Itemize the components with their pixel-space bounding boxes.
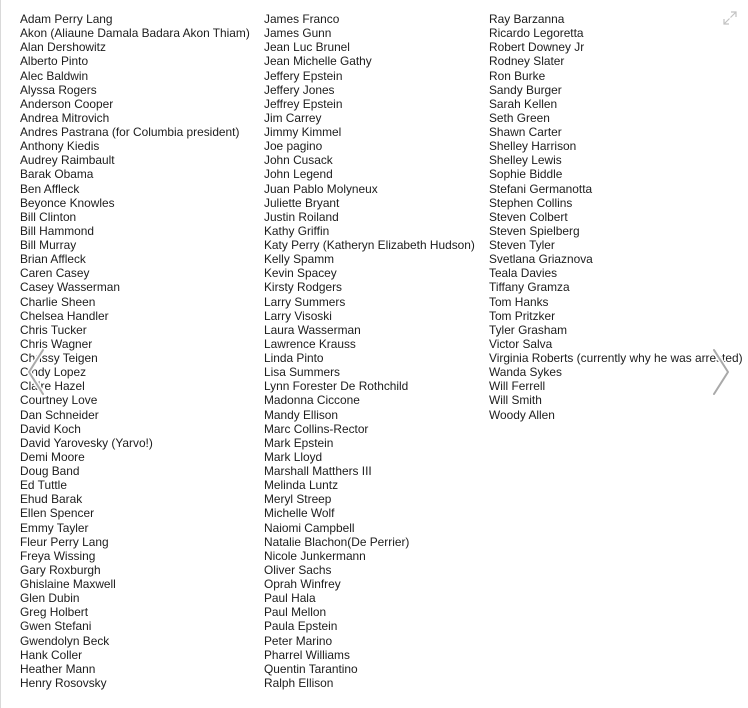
- name-entry: Victor Salva: [489, 336, 553, 351]
- name-entry: Tom Hanks: [489, 294, 549, 309]
- name-entry: Pharrel Williams: [264, 647, 350, 662]
- chevron-left-icon: [23, 346, 49, 398]
- name-entry: Ellen Spencer: [20, 506, 95, 521]
- name-entry: David Koch: [20, 421, 81, 436]
- name-entry: Ben Affleck: [20, 181, 80, 196]
- name-entry: Glen Dubin: [20, 591, 80, 606]
- name-entry: Katy Perry (Katheryn Elizabeth Hudson): [264, 238, 475, 252]
- name-entry: Virginia Roberts (currently why he was arrested): [489, 351, 743, 365]
- name-entry: Paul Mellon: [264, 605, 327, 620]
- name-entry: Will Smith: [489, 393, 542, 408]
- name-entry: Jeffery Epstein: [264, 68, 343, 83]
- name-entry: Linda Pinto: [264, 351, 324, 365]
- name-entry: Tiffany Gramza: [489, 280, 570, 295]
- name-column-1: [20, 12, 250, 690]
- name-entry: Steven Colbert: [489, 209, 568, 224]
- name-entry: James Gunn: [264, 26, 332, 41]
- name-entry: Gary Roxburgh: [20, 562, 101, 577]
- name-entry: Ron Burke: [489, 68, 546, 83]
- name-entry: Henry Rosovsky: [20, 675, 107, 690]
- name-entry: Alyssa Rogers: [20, 82, 97, 97]
- name-entry: Akon (Aliaune Damala Badara Akon Thiam): [20, 26, 250, 41]
- name-entry: Gwendolyn Beck: [20, 633, 110, 648]
- name-entry: Seth Green: [489, 110, 550, 125]
- name-entry: Kathy Griffin: [264, 223, 330, 238]
- name-entry: Barak Obama: [20, 167, 94, 182]
- name-entry: Cindy Lopez: [20, 365, 87, 380]
- name-entry: Wanda Sykes: [489, 365, 562, 380]
- name-entry: Jeffrey Epstein: [264, 96, 343, 111]
- name-entry: Mark Lloyd: [264, 449, 323, 464]
- name-entry: Gwen Stefani: [20, 619, 92, 634]
- name-entry: Lynn Forester De Rothchild: [264, 379, 409, 394]
- name-entry: Adam Perry Lang: [20, 12, 113, 26]
- name-entry: Jean Michelle Gathy: [264, 54, 372, 69]
- name-entry: Will Ferrell: [489, 379, 546, 394]
- name-entry: Mark Epstein: [264, 435, 334, 450]
- name-entry: Paula Epstein: [264, 619, 338, 634]
- name-entry: Casey Wasserman: [20, 280, 120, 295]
- name-entry: Lisa Summers: [264, 365, 340, 380]
- name-column-2: [264, 12, 475, 690]
- name-entry: Jimmy Kimmel: [264, 125, 342, 139]
- name-entry: Paul Hala: [264, 591, 316, 606]
- name-entry: Melinda Luntz: [264, 478, 339, 493]
- name-entry: Mandy Ellison: [264, 407, 339, 422]
- name-entry: Ralph Ellison: [264, 675, 334, 690]
- name-entry: Nicole Junkermann: [264, 548, 366, 563]
- name-entry: Doug Band: [20, 464, 80, 478]
- name-entry: Peter Marino: [264, 633, 333, 648]
- name-entry: Kevin Spacey: [264, 266, 337, 281]
- name-entry: Caren Casey: [20, 266, 90, 281]
- name-entry: Chris Wagner: [20, 336, 93, 351]
- name-entry: Shawn Carter: [489, 125, 562, 139]
- name-entry: Robert Downey Jr: [489, 40, 585, 55]
- name-entry: Larry Summers: [264, 294, 346, 309]
- name-entry: Larry Visoski: [264, 308, 332, 323]
- name-entry: Bill Clinton: [20, 209, 77, 224]
- name-entry: Andrea Mitrovich: [20, 110, 110, 125]
- name-entry: Hank Coller: [20, 647, 83, 662]
- name-entry: Jean Luc Brunel: [264, 40, 350, 55]
- name-entry: Stephen Collins: [489, 195, 573, 210]
- name-entry: Justin Roiland: [264, 209, 339, 224]
- name-entry: Joe pagino: [264, 139, 323, 154]
- name-entry: Emmy Tayler: [20, 520, 89, 535]
- name-entry: Dan Schneider: [20, 407, 99, 422]
- name-entry: Kirsty Rodgers: [264, 280, 342, 295]
- name-entry: James Franco: [264, 12, 340, 26]
- name-entry: Ehud Barak: [20, 492, 83, 507]
- name-entry: Tyler Grasham: [489, 322, 567, 337]
- name-entry: Teala Davies: [489, 266, 558, 281]
- name-column-3: [489, 12, 743, 422]
- name-entry: Sophie Biddle: [489, 167, 563, 182]
- name-entry: Oprah Winfrey: [264, 577, 341, 591]
- name-entry: Natalie Blachon(De Perrier): [264, 534, 410, 549]
- name-entry: Ray Barzanna: [489, 12, 565, 26]
- name-entry: Chris Tucker: [20, 322, 87, 337]
- name-entry: Stefani Germanotta: [489, 181, 593, 196]
- name-entry: Shelley Harrison: [489, 139, 577, 154]
- name-entry: Brian Affleck: [20, 252, 86, 267]
- name-entry: Bill Hammond: [20, 223, 95, 238]
- name-entry: Anderson Cooper: [20, 96, 114, 111]
- name-entry: Lawrence Krauss: [264, 336, 356, 351]
- name-entry: Courtney Love: [20, 393, 98, 408]
- name-entry: Anthony Kiedis: [20, 139, 100, 154]
- name-entry: Jim Carrey: [264, 110, 322, 125]
- name-entry: Tom Pritzker: [489, 308, 556, 323]
- name-entry: Steven Tyler: [489, 238, 555, 252]
- name-entry: Michelle Wolf: [264, 506, 335, 521]
- name-entry: Laura Wasserman: [264, 322, 361, 337]
- name-entry: Charlie Sheen: [20, 294, 96, 309]
- name-entry: Greg Holbert: [20, 605, 89, 620]
- name-entry: Marshall Matthers III: [264, 464, 372, 478]
- name-entry: Woody Allen: [489, 407, 555, 422]
- name-entry: Chrissy Teigen: [20, 351, 98, 365]
- name-entry: John Legend: [264, 167, 333, 182]
- name-entry: Ricardo Legoretta: [489, 26, 584, 41]
- name-entry: Beyonce Knowles: [20, 195, 115, 210]
- name-entry: Sarah Kellen: [489, 96, 558, 111]
- name-entry: John Cusack: [264, 153, 333, 168]
- previous-image-button[interactable]: [23, 346, 49, 398]
- name-entry: Naiomi Campbell: [264, 520, 355, 535]
- name-entry: Bill Murray: [20, 238, 77, 252]
- name-entry: Alberto Pinto: [20, 54, 89, 69]
- name-entry: Audrey Raimbault: [20, 153, 115, 168]
- name-entry: Ghislaine Maxwell: [20, 577, 116, 591]
- name-entry: Chelsea Handler: [20, 308, 109, 323]
- name-entry: Alan Dershowitz: [20, 40, 106, 55]
- name-entry: Fleur Perry Lang: [20, 534, 109, 549]
- name-entry: Juliette Bryant: [264, 195, 340, 210]
- name-entry: Freya Wissing: [20, 548, 96, 563]
- name-entry: Heather Mann: [20, 661, 96, 676]
- name-entry: David Yarovesky (Yarvo!): [20, 435, 153, 450]
- name-entry: Svetlana Griaznova: [489, 252, 593, 267]
- name-entry: Jeffery Jones: [264, 82, 335, 97]
- name-entry: Alec Baldwin: [20, 68, 89, 83]
- next-image-button[interactable]: [708, 346, 734, 398]
- name-entry: Andres Pastrana (for Columbia president): [20, 125, 240, 139]
- name-entry: Claire Hazel: [20, 379, 85, 394]
- name-entry: Madonna Ciccone: [264, 393, 360, 408]
- name-entry: Rodney Slater: [489, 54, 565, 69]
- name-entry: Juan Pablo Molyneux: [264, 181, 378, 196]
- name-entry: Quentin Tarantino: [264, 661, 358, 676]
- chevron-right-icon: [708, 346, 734, 398]
- name-entry: Marc Collins-Rector: [264, 421, 369, 436]
- name-entry: Demi Moore: [20, 449, 85, 464]
- name-entry: Ed Tuttle: [20, 478, 67, 493]
- name-entry: Shelley Lewis: [489, 153, 562, 168]
- name-entry: Sandy Burger: [489, 82, 562, 97]
- name-entry: Meryl Streep: [264, 492, 332, 507]
- name-entry: Kelly Spamm: [264, 252, 335, 267]
- name-entry: Steven Spielberg: [489, 223, 580, 238]
- name-entry: Oliver Sachs: [264, 562, 332, 577]
